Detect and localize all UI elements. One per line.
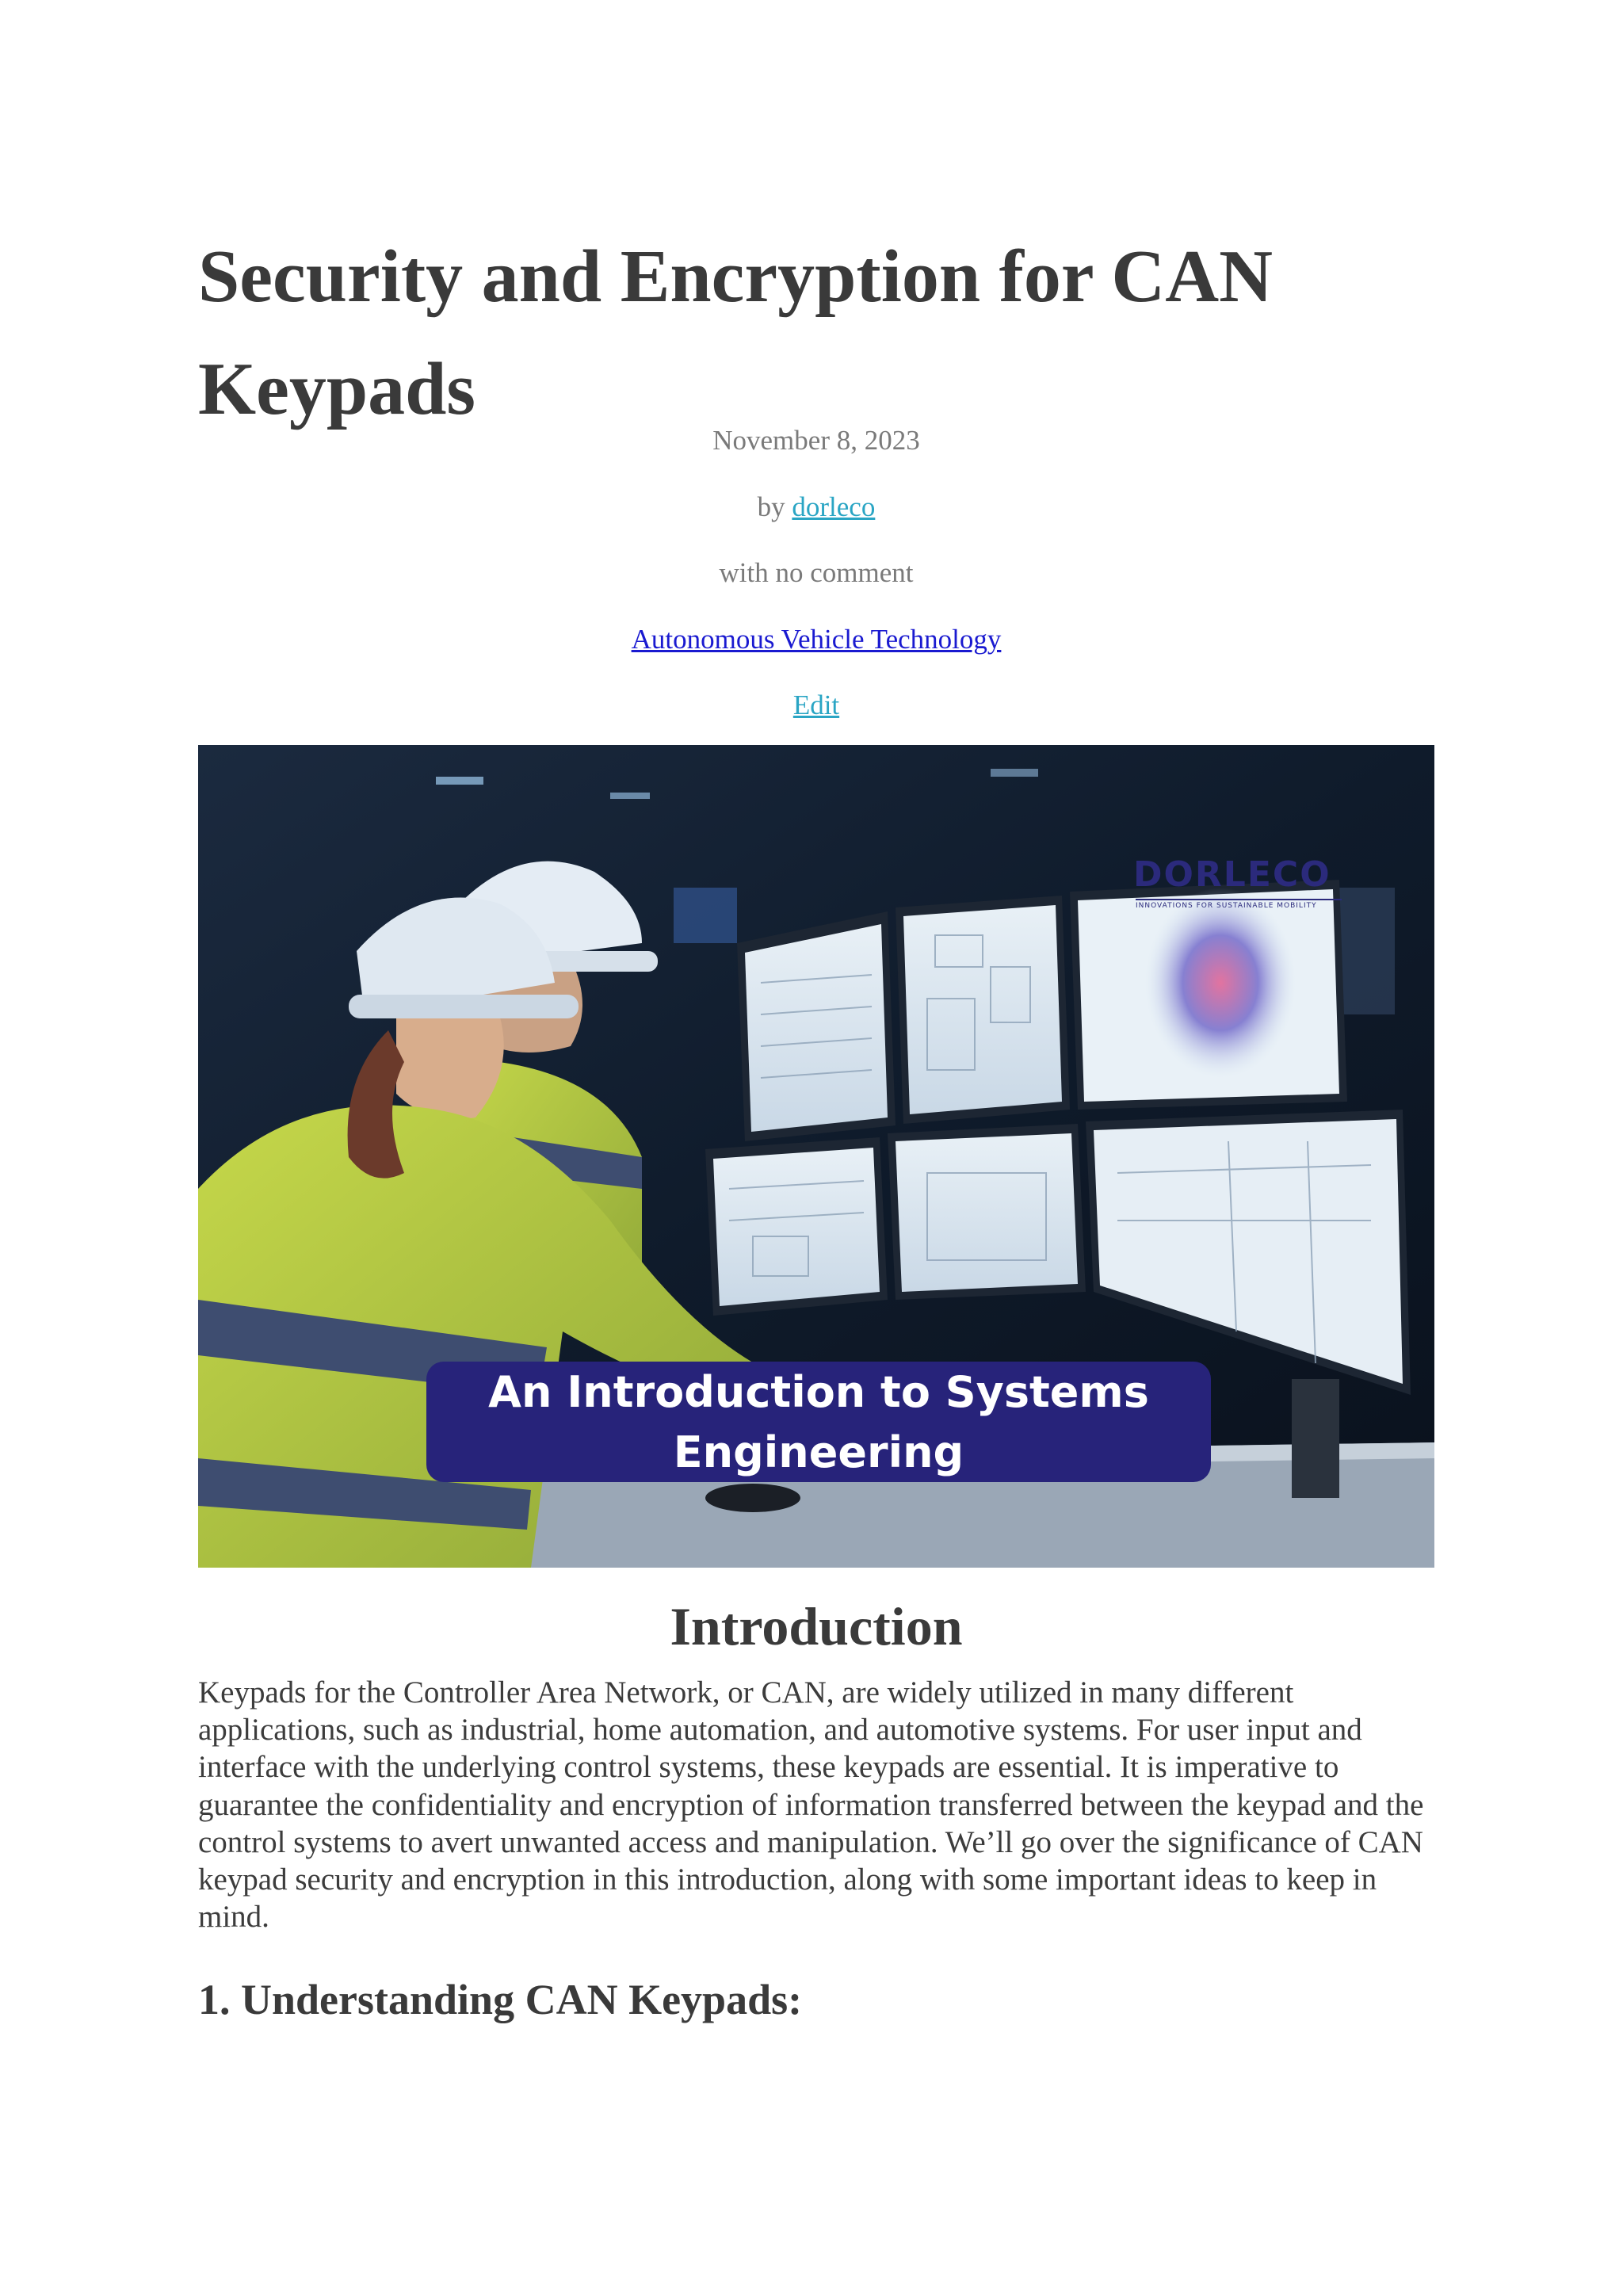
featured-image (198, 745, 1434, 1568)
logo-tagline: INNOVATIONS FOR SUSTAINABLE MOBILITY (1136, 899, 1342, 910)
intro-paragraph: Keypads for the Controller Area Network, or CAN, are widely utilized in many different applications, such as industrial, home automation, and automotive systems. For user input and interface with the underlying control systems, these keypads are essential. It is imperative to guarantee the confidentiality and encryption of information transferred between the keypad and the control systems to avert unwanted access and manipulation. We’ll go over the significance of CAN keypad security and encryption in this introduction, along with some important ideas to keep in mind. (198, 1675, 1424, 1935)
post-edit (198, 689, 1434, 722)
edit-link[interactable]: Edit (792, 690, 840, 720)
comment-count: with no comment (719, 557, 914, 588)
article-title: Security and Encryption for CAN Keypads (198, 235, 1274, 430)
banner-line-1: An Introduction to Systems (488, 1367, 1149, 1417)
company-logo: DORLECO (1133, 854, 1331, 895)
intro-heading: Introduction (670, 1596, 963, 1656)
banner-line-2: Engineering (673, 1427, 964, 1477)
image-banner (426, 1362, 1211, 1482)
author-prefix: by (757, 491, 785, 522)
post-category (198, 623, 1434, 656)
post-date: November 8, 2023 (712, 425, 920, 456)
section-heading-understanding: 1. Understanding CAN Keypads: (198, 1976, 803, 2023)
author-link[interactable]: dorleco (792, 491, 876, 522)
category-link[interactable]: Autonomous Vehicle Technology (631, 624, 1002, 655)
post-author (198, 491, 1434, 524)
